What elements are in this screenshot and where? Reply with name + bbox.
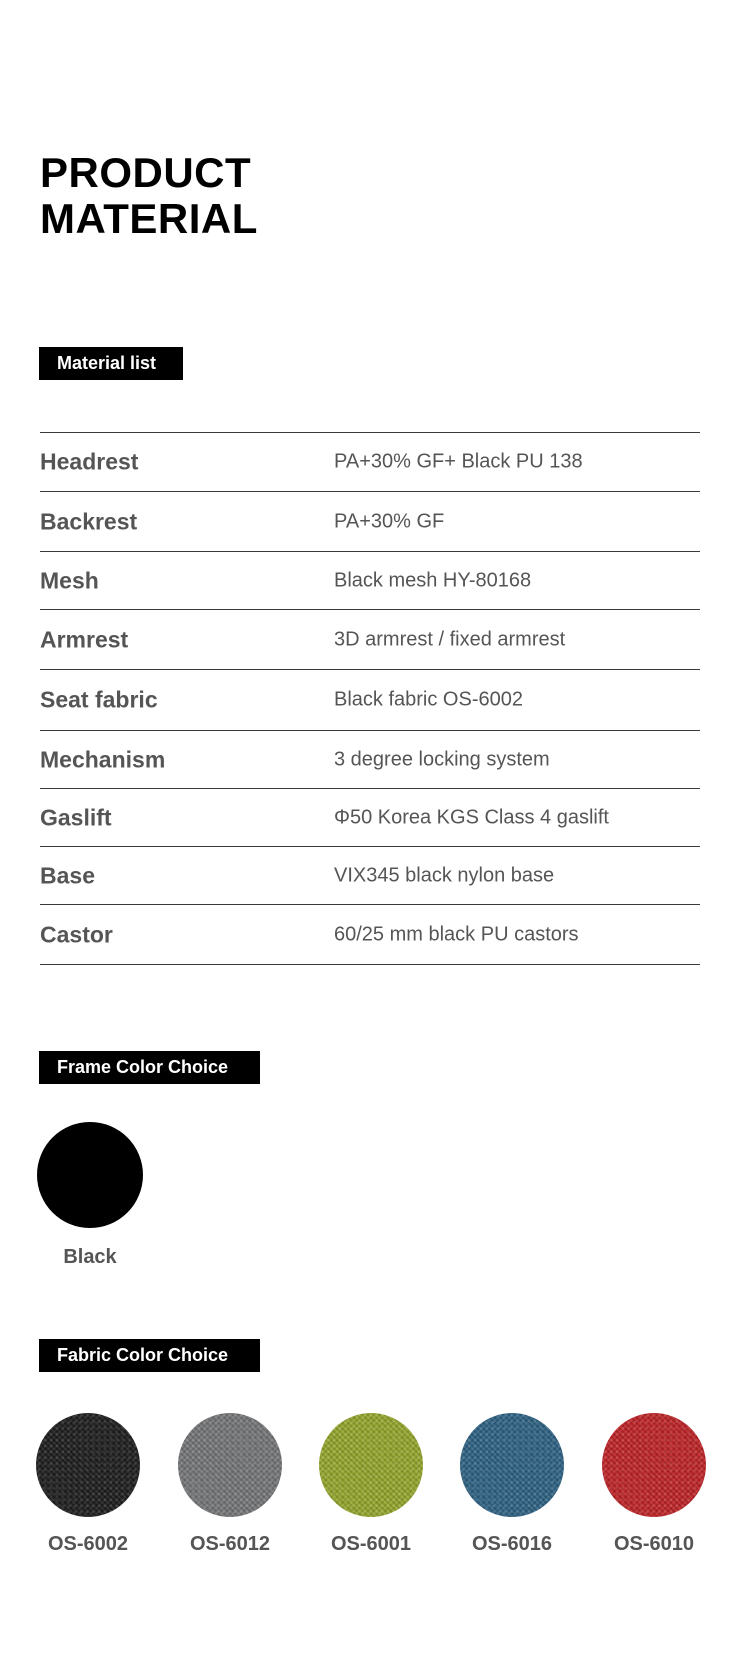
material-part: Gaslift [40,804,112,830]
fabric-color-swatch [36,1413,140,1517]
fabric-color-swatch [602,1413,706,1517]
material-spec: PA+30% GF+ Black PU 138 [334,450,583,473]
fabric-color-code: OS-6001 [330,1533,412,1555]
fabric-color-code: OS-6016 [471,1533,553,1555]
material-spec: Black mesh HY-80168 [334,569,532,591]
fabric-color-code: OS-6010 [613,1533,695,1555]
fabric-color-swatch [319,1413,423,1517]
page-title-line-1: PRODUCT [40,149,252,196]
material-row-castor [40,905,700,965]
frame-color-label: Black [63,1246,117,1268]
material-part: Headrest [40,448,139,475]
frame-color-heading: Frame Color Choice [39,1051,260,1084]
material-part: Mechanism [40,746,166,772]
material-spec: 60/25 mm black PU castors [334,923,579,945]
material-row-armrest [40,610,700,670]
fabric-color-option-os-6001 [311,1413,431,1556]
material-part: Seat fabric [40,686,158,713]
material-part: Mesh [40,567,99,593]
material-spec: 3 degree locking system [334,748,550,770]
material-row-gaslift [40,789,700,847]
fabric-color-code: OS-6002 [47,1533,129,1555]
material-row-headrest [40,433,700,492]
fabric-color-option-os-6016 [452,1413,572,1556]
material-spec: 3D armrest / fixed armrest [334,628,566,650]
material-row-mesh [40,552,700,610]
fabric-color-heading: Fabric Color Choice [39,1339,260,1372]
fabric-color-option-os-6002 [28,1413,148,1556]
material-row-base [40,847,700,905]
material-spec: Black fabric OS-6002 [334,688,523,711]
fabric-color-option-os-6012 [170,1413,290,1556]
material-spec: Φ50 Korea KGS Class 4 gaslift [334,806,609,828]
fabric-color-swatch [460,1413,564,1517]
material-list-heading: Material list [39,347,183,380]
material-part: Castor [40,921,113,947]
fabric-color-code: OS-6012 [189,1533,271,1555]
material-part: Backrest [40,508,138,534]
frame-color-swatch [37,1122,143,1228]
frame-color-option-black [30,1122,150,1269]
fabric-color-option-os-6010 [594,1413,714,1556]
material-row-seat-fabric [40,670,700,731]
fabric-color-swatch [178,1413,282,1517]
page-title-line-2: MATERIAL [40,195,258,242]
material-row-backrest [40,492,700,552]
material-part: Armrest [40,626,129,652]
material-table [40,432,700,965]
material-row-mechanism [40,731,700,789]
material-spec: PA+30% GF [334,510,445,532]
material-part: Base [40,862,95,888]
material-spec: VIX345 black nylon base [334,864,555,886]
page-title [40,150,258,242]
